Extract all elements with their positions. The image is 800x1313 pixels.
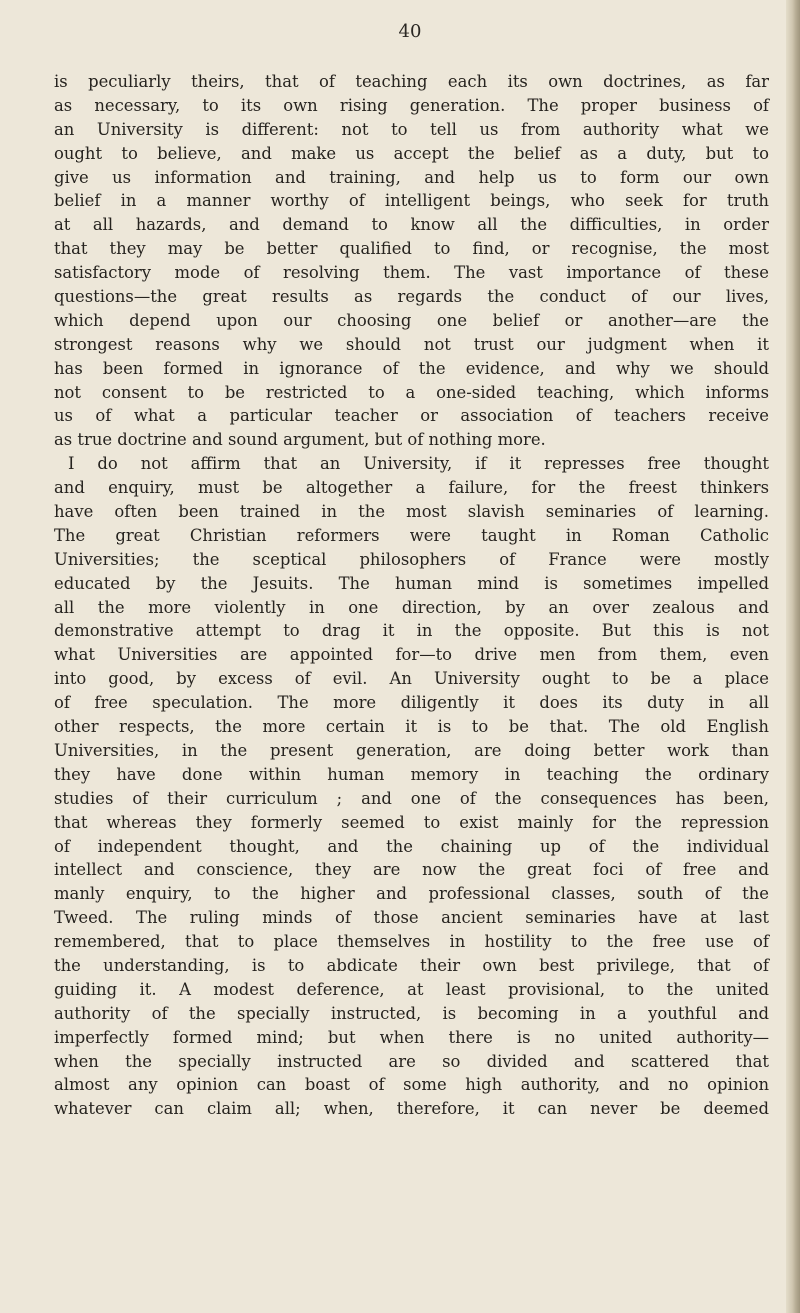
text-line: what Universities are appointed for—to drive men from them, even	[54, 645, 769, 665]
text-line: questions—the great results as regards the conduct of our lives,	[54, 287, 769, 307]
text-line: an University is different: not to tell us from authority what we	[54, 119, 769, 139]
text-line: give us information and training, and help us to form our own	[54, 167, 769, 187]
text-line: guiding it. A modest deference, at least provisional, to the united	[54, 979, 769, 999]
text-line: I do not affirm that an University, if it represses free thought	[68, 454, 769, 474]
text-line: have often been trained in the most slavish seminaries of learning.	[54, 502, 769, 522]
text-line: satisfactory mode of resolving them. The vast importance of these	[54, 263, 769, 283]
text-line: they have done within human memory in teaching the ordinary	[54, 764, 769, 784]
text-line: has been formed in ignorance of the evidence, and why we should	[54, 358, 769, 378]
page-number: 40	[398, 21, 422, 42]
text-line: that they may be better qualified to find, or recognise, the most	[54, 239, 769, 259]
page-edge	[786, 0, 800, 1313]
text-line: Tweed. The ruling minds of those ancient seminaries have at last	[54, 908, 769, 928]
text-line: that whereas they formerly seemed to exist mainly for the repression	[54, 812, 769, 832]
text-line: is peculiarly theirs, that of teaching each its own doctrines, as far	[54, 72, 769, 91]
text-line: as necessary, to its own rising generation. The proper business of	[54, 95, 769, 115]
text-line: manly enquiry, to the higher and professional classes, south of the	[54, 884, 769, 904]
text-line: imperfectly formed mind; but when there is no united authority—	[54, 1027, 769, 1047]
text-line: educated by the Jesuits. The human mind is sometimes impelled	[54, 573, 769, 593]
text-line: and enquiry, must be altogether a failure, for the freest thinkers	[54, 478, 769, 498]
text-line: whatever can claim all; when, therefore, it can never be deemed	[54, 1099, 769, 1119]
body-text	[54, 70, 769, 1121]
text-line: as true doctrine and sound argument, but of nothing more.	[54, 430, 546, 450]
text-line: Universities; the sceptical philosophers of France were mostly	[54, 549, 769, 569]
text-line: remembered, that to place themselves in hostility to the free use of	[54, 932, 769, 952]
text-line: when the specially instructed are so divided and scattered that	[54, 1051, 769, 1071]
text-line: almost any opinion can boast of some high authority, and no opinion	[54, 1075, 769, 1095]
text-line: authority of the specially instructed, is becoming in a youthful and	[54, 1003, 769, 1023]
text-line: The great Christian reformers were taught in Roman Catholic	[54, 525, 769, 545]
text-line: intellect and conscience, they are now the great foci of free and	[54, 860, 769, 880]
text-line: belief in a manner worthy of intelligent beings, who seek for truth	[54, 191, 769, 211]
text-line: demonstrative attempt to drag it in the opposite. But this is not	[54, 621, 769, 641]
text-line: of free speculation. The more diligently it does its duty in all	[54, 693, 769, 713]
text-line: at all hazards, and demand to know all the difficulties, in order	[54, 215, 769, 235]
text-line: us of what a particular teacher or association of teachers receive	[54, 406, 769, 426]
text-line: the understanding, is to abdicate their own best privilege, that of	[54, 955, 769, 975]
text-line: ought to believe, and make us accept the belief as a duty, but to	[54, 143, 769, 163]
text-line: all the more violently in one direction, by an over zealous and	[54, 597, 769, 617]
text-line: of independent thought, and the chaining up of the individual	[54, 836, 769, 856]
text-line: into good, by excess of evil. An University ought to be a place	[54, 669, 769, 689]
text-line: Universities, in the present generation, are doing better work than	[54, 740, 769, 760]
text-line: not consent to be restricted to a one-sided teaching, which informs	[54, 382, 769, 402]
text-line: which depend upon our choosing one belief or another—are the	[54, 310, 769, 330]
text-line: other respects, the more certain it is to be that. The old English	[54, 717, 769, 737]
text-line: strongest reasons why we should not trust our judgment when it	[54, 334, 769, 354]
text-line: studies of their curriculum ; and one of the consequences has been,	[54, 788, 769, 808]
